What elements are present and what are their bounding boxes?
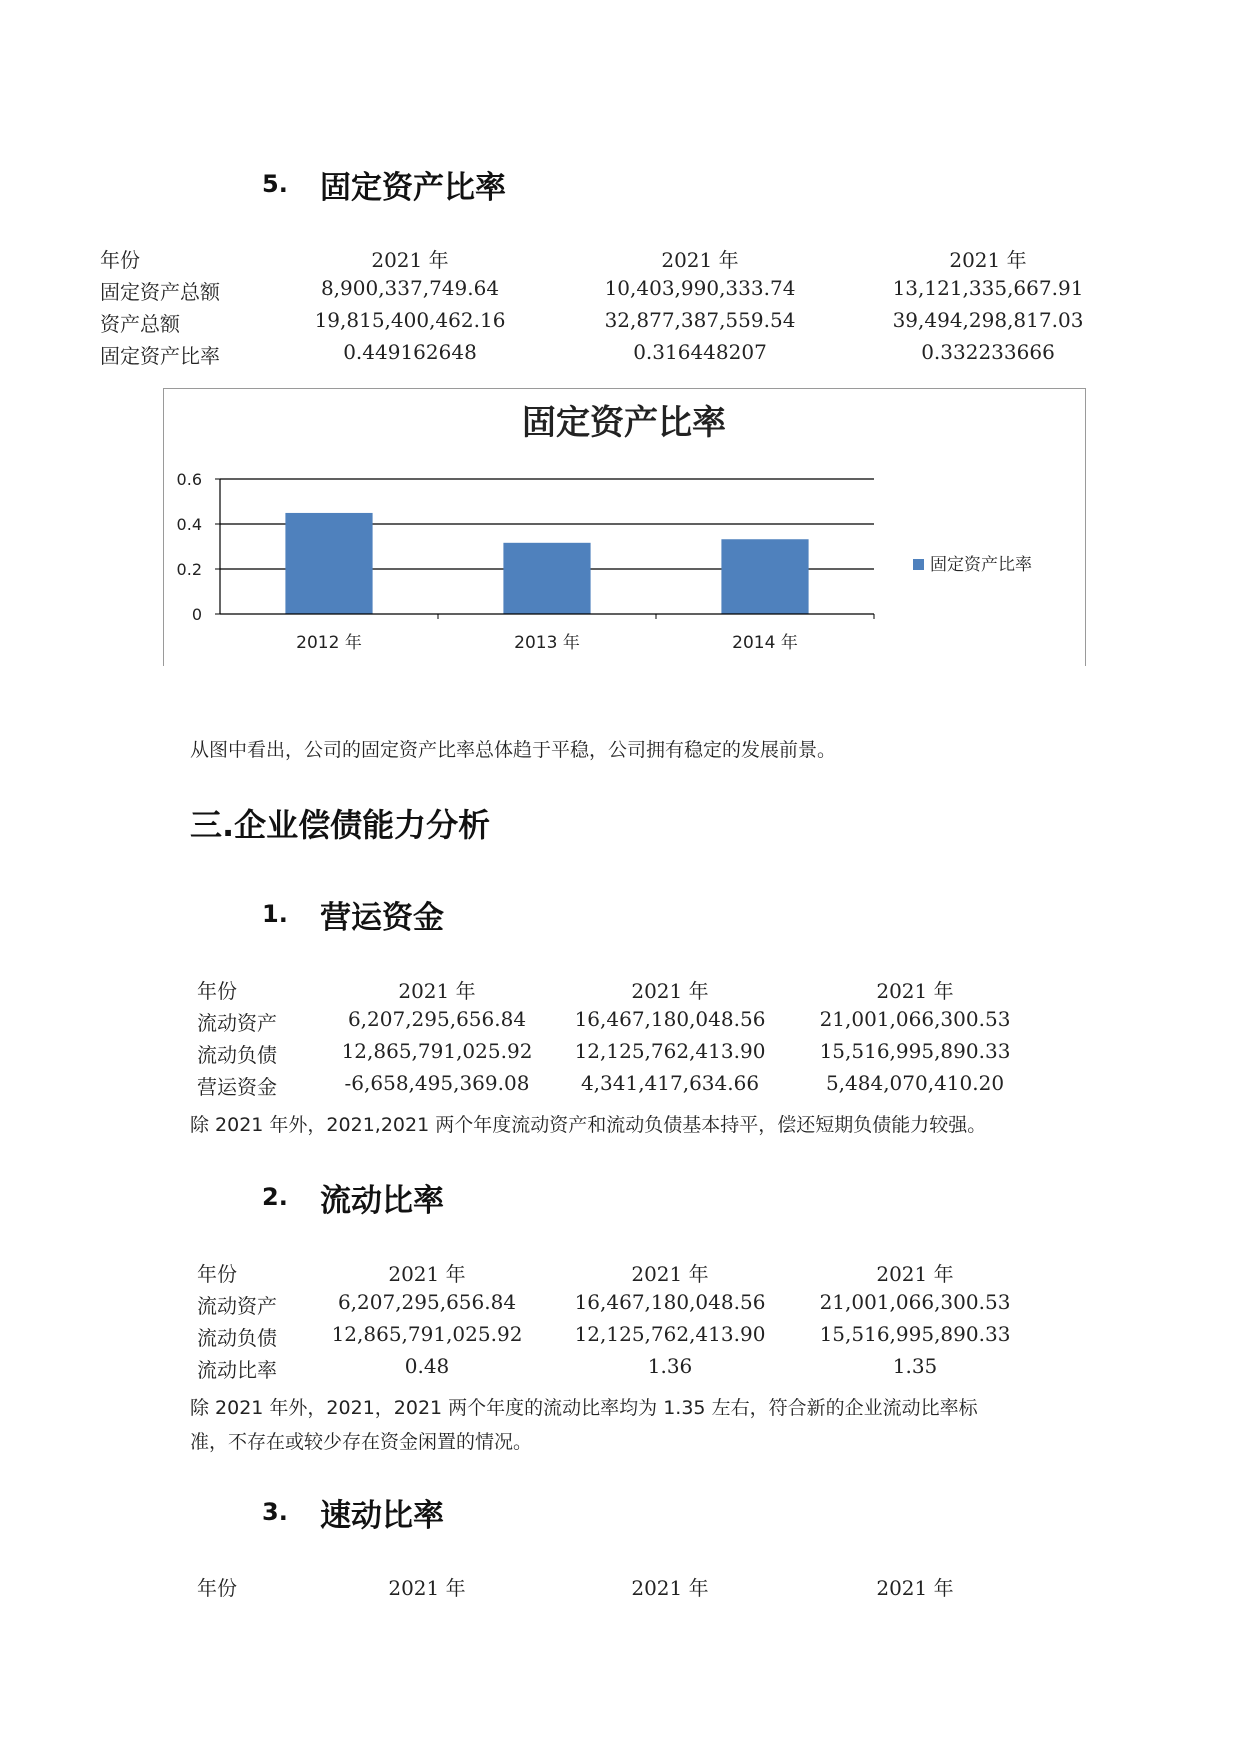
y-tick-label: 0.2	[176, 560, 202, 579]
table-cell: 0.449162648	[343, 340, 477, 364]
header-year: 2021 年	[876, 979, 954, 1003]
table-cell: -6,658,495,369.08	[344, 1071, 530, 1095]
table-cell: 19,815,400,462.16	[314, 308, 506, 332]
sub-2-number: 2.	[262, 1183, 288, 1211]
table-cell: 15,516,995,890.33	[819, 1039, 1011, 1063]
bar	[285, 513, 372, 614]
row-label: 营运资金	[197, 1075, 277, 1099]
y-tick-label: 0.6	[176, 470, 202, 489]
header-year: 2021 年	[661, 248, 739, 272]
table-cell: 12,125,762,413.90	[574, 1322, 766, 1346]
header-label: 年份	[100, 248, 140, 272]
row-label: 固定资产总额	[100, 280, 220, 304]
row-label: 流动比率	[197, 1358, 277, 1382]
sub-3-number: 3.	[262, 1498, 288, 1526]
sub-3-title: 速动比率	[320, 1498, 444, 1534]
header-year: 2021 年	[631, 979, 709, 1003]
table-cell: 4,341,417,634.66	[580, 1071, 760, 1095]
table-cell: 21,001,066,300.53	[819, 1007, 1011, 1031]
header-year: 2021 年	[388, 1262, 466, 1286]
table-cell: 5,484,070,410.20	[825, 1071, 1005, 1095]
section-5-number: 5.	[262, 170, 288, 198]
header-year: 2021 年	[876, 1262, 954, 1286]
current-ratio-comment-line-2: 准，不存在或较少存在资金闲置的情况。	[190, 1431, 533, 1453]
bar-chart	[164, 389, 1085, 666]
fixed-asset-ratio-table	[100, 244, 1100, 374]
fixed-asset-ratio-chart	[163, 388, 1086, 666]
row-label: 流动负债	[197, 1326, 277, 1350]
sub-1-title: 营运资金	[320, 900, 444, 936]
table-cell: 12,125,762,413.90	[574, 1039, 766, 1063]
table-cell: 32,877,387,559.54	[604, 308, 796, 332]
current-ratio-table	[197, 1258, 1097, 1388]
table-cell: 15,516,995,890.33	[819, 1322, 1011, 1346]
sub-2-title: 流动比率	[320, 1183, 444, 1219]
header-year: 2021 年	[388, 1576, 466, 1600]
legend-swatch	[913, 559, 924, 570]
table-cell: 0.316448207	[633, 340, 767, 364]
table-cell: 16,467,180,048.56	[574, 1290, 766, 1314]
chart-title: 固定资产比率	[522, 403, 726, 443]
table-cell: 0.332233666	[921, 340, 1055, 364]
working-capital-table	[197, 975, 1097, 1105]
table-cell: 1.36	[647, 1354, 693, 1378]
x-tick-label: 2013 年	[514, 633, 580, 653]
legend-label: 固定资产比率	[930, 555, 1032, 575]
table-cell: 10,403,990,333.74	[604, 276, 796, 300]
header-year: 2021 年	[949, 248, 1027, 272]
y-tick-label: 0	[191, 605, 202, 624]
working-capital-comment: 除 2021 年外，2021,2021 两个年度流动资产和流动负债基本持平，偿还短期负债能力较强。	[190, 1114, 987, 1136]
header-year: 2021 年	[371, 248, 449, 272]
row-label: 流动负债	[197, 1043, 277, 1067]
table-cell: 1.35	[892, 1354, 938, 1378]
section-3-title: 三.企业偿债能力分析	[190, 806, 491, 844]
sub-1-number: 1.	[262, 900, 288, 928]
table-cell: 39,494,298,817.03	[892, 308, 1084, 332]
quick-ratio-table	[197, 1572, 1097, 1612]
header-year: 2021 年	[631, 1262, 709, 1286]
bar	[721, 539, 808, 614]
table-cell: 8,900,337,749.64	[320, 276, 500, 300]
bar	[503, 543, 590, 614]
section-5-title: 固定资产比率	[320, 170, 506, 206]
table-cell: 6,207,295,656.84	[347, 1007, 527, 1031]
row-label: 流动资产	[197, 1294, 277, 1318]
table-cell: 6,207,295,656.84	[337, 1290, 517, 1314]
header-year: 2021 年	[876, 1576, 954, 1600]
x-tick-label: 2012 年	[296, 633, 362, 653]
y-tick-label: 0.4	[176, 515, 202, 534]
header-year: 2021 年	[398, 979, 476, 1003]
header-label: 年份	[197, 979, 237, 1003]
header-label: 年份	[197, 1576, 237, 1600]
header-label: 年份	[197, 1262, 237, 1286]
row-label: 固定资产比率	[100, 344, 220, 368]
table-cell: 13,121,335,667.91	[892, 276, 1084, 300]
table-cell: 16,467,180,048.56	[574, 1007, 766, 1031]
table-cell: 12,865,791,025.92	[341, 1039, 533, 1063]
table-cell: 0.48	[404, 1354, 450, 1378]
table-cell: 21,001,066,300.53	[819, 1290, 1011, 1314]
x-tick-label: 2014 年	[732, 633, 798, 653]
header-year: 2021 年	[631, 1576, 709, 1600]
table-cell: 12,865,791,025.92	[331, 1322, 523, 1346]
chart-comment: 从图中看出，公司的固定资产比率总体趋于平稳，公司拥有稳定的发展前景。	[190, 739, 837, 761]
row-label: 流动资产	[197, 1011, 277, 1035]
current-ratio-comment-line-1: 除 2021 年外，2021，2021 两个年度的流动比率均为 1.35 左右，符合新的企业流动比率标	[190, 1397, 978, 1419]
row-label: 资产总额	[100, 312, 180, 336]
